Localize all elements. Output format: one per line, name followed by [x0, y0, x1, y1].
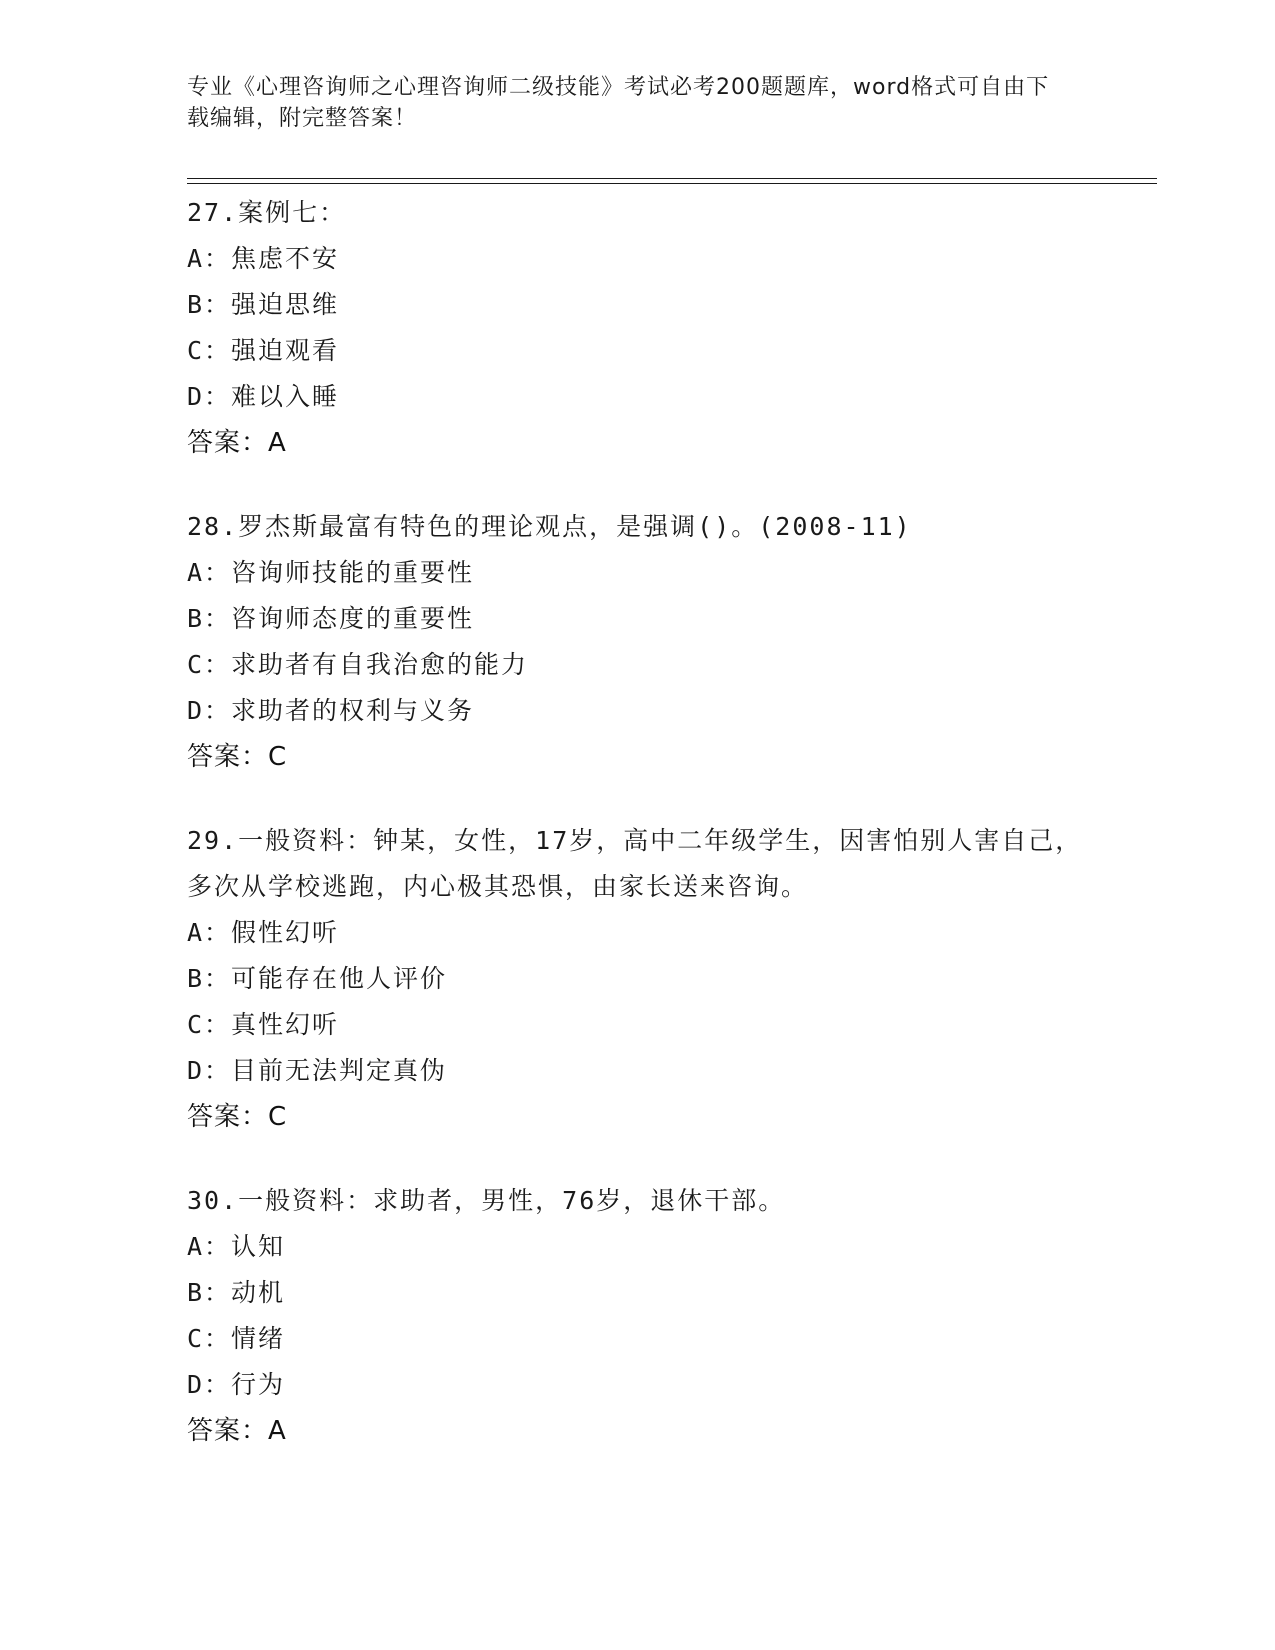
question-29: [187, 818, 1087, 1140]
document-header: 专业《心理咨询师之心理咨询师二级技能》考试必考200题题库，word格式可自由下载编辑，附完整答案！: [187, 75, 1050, 131]
option-b: B：强迫思维: [187, 290, 340, 319]
header-divider-top: [187, 178, 1157, 179]
header-divider-bottom: [187, 183, 1157, 184]
option-b: B：咨询师态度的重要性: [187, 604, 475, 633]
question-stem: 30.一般资料：求助者，男性，76岁，退休干部。: [187, 1186, 786, 1215]
question-28: [187, 504, 1087, 780]
answer-label: 答案：C: [187, 742, 288, 772]
option-d: D：目前无法判定真伪: [187, 1056, 448, 1085]
answer-label: 答案：A: [187, 1416, 287, 1446]
option-c: C：情绪: [187, 1324, 286, 1353]
option-d: D：求助者的权利与义务: [187, 696, 475, 725]
option-b: B：动机: [187, 1278, 286, 1307]
question-stem: 28.罗杰斯最富有特色的理论观点，是强调()。(2008-11): [187, 512, 912, 541]
question-stem: 27.案例七：: [187, 198, 347, 227]
question-list: [187, 190, 1087, 1492]
question-stem: 29.一般资料：钟某，女性，17岁，高中二年级学生，因害怕别人害自己，多次从学校逃跑，内心极其恐惧，由家长送来咨询。: [187, 826, 1083, 901]
answer-label: 答案：A: [187, 428, 287, 458]
option-c: C：强迫观看: [187, 336, 340, 365]
option-c: C：求助者有自我治愈的能力: [187, 650, 529, 679]
question-27: [187, 190, 1087, 466]
option-a: A：焦虑不安: [187, 244, 340, 273]
option-c: C：真性幻听: [187, 1010, 340, 1039]
question-30: [187, 1178, 1087, 1454]
option-b: B：可能存在他人评价: [187, 964, 448, 993]
option-d: D：行为: [187, 1370, 286, 1399]
answer-label: 答案：C: [187, 1102, 288, 1132]
option-a: A：假性幻听: [187, 918, 340, 947]
option-a: A：咨询师技能的重要性: [187, 558, 475, 587]
option-a: A：认知: [187, 1232, 286, 1261]
option-d: D：难以入睡: [187, 382, 340, 411]
